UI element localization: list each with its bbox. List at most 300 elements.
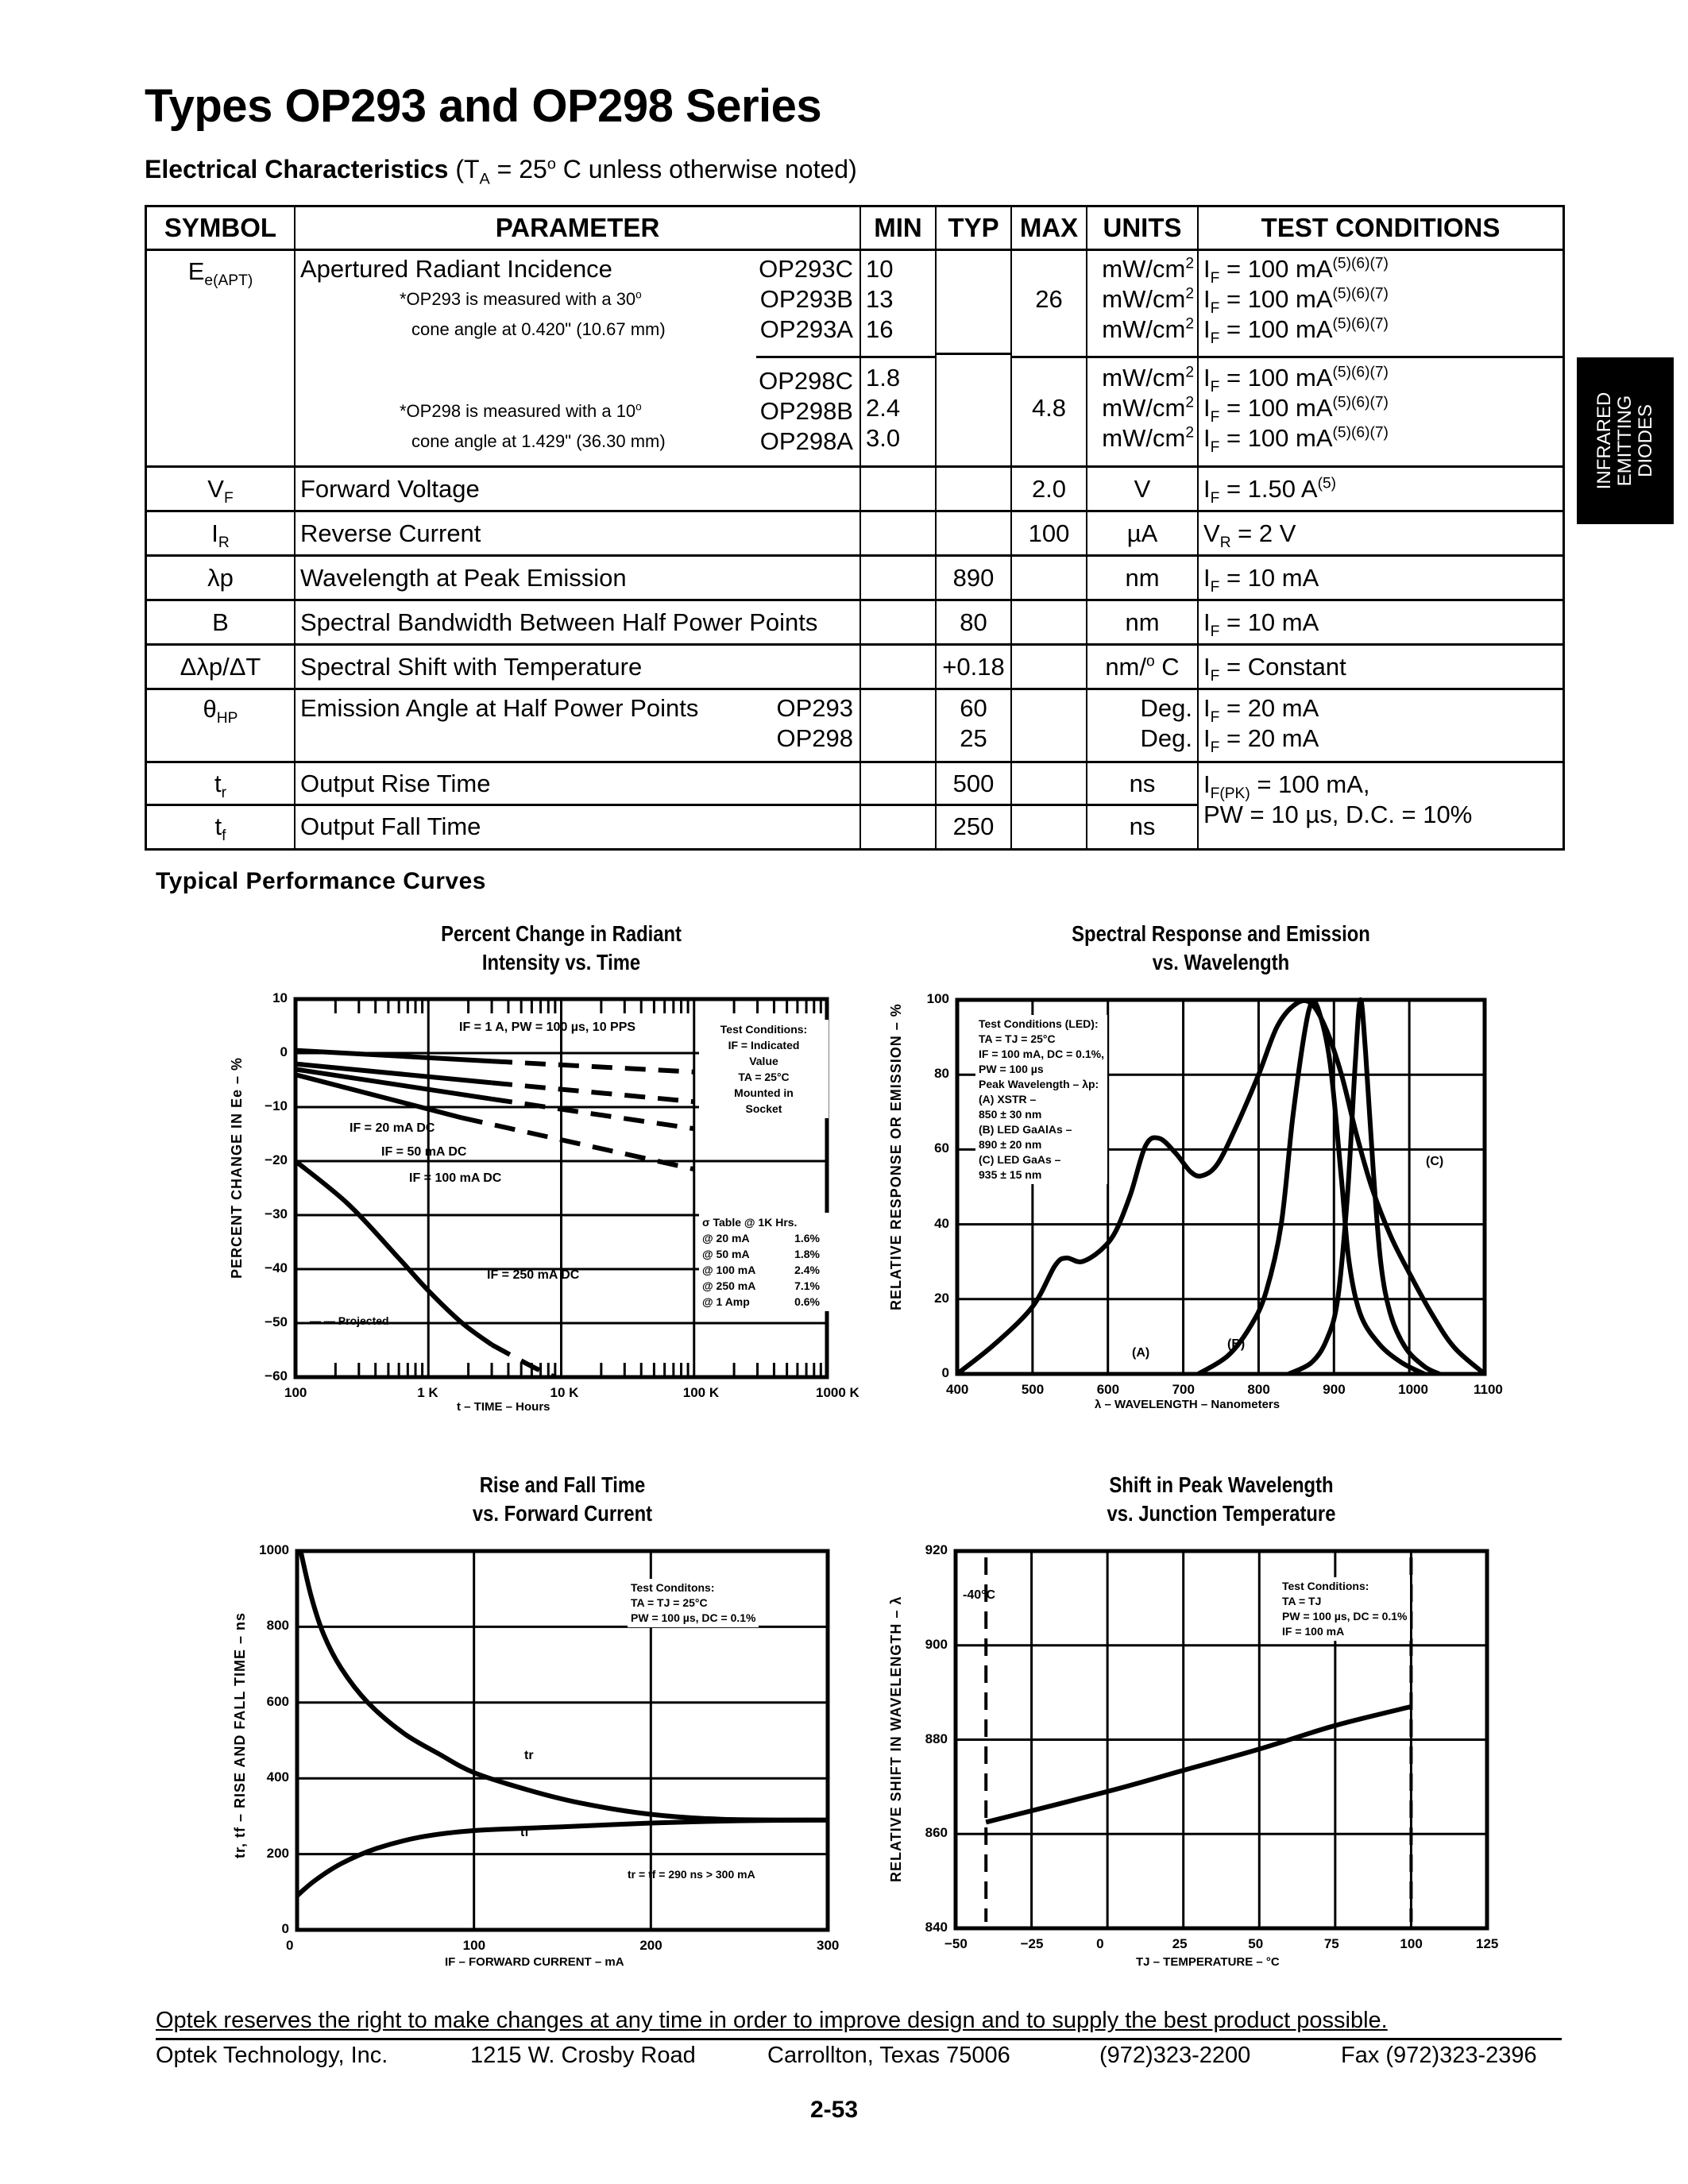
cell-typ: 500 (936, 762, 1011, 805)
cell-parameter: Wavelength at Peak Emission (295, 556, 860, 600)
cell-parameter: Spectral Bandwidth Between Half Power Points (295, 600, 860, 645)
footnote-ref: (5)(6)(7) (1332, 424, 1389, 442)
text-line: Test Conditions (LED): (979, 1017, 1099, 1030)
text-line: PW = 100 µs, DC = 0.1% (1282, 1610, 1408, 1623)
curve-label-tf: tf (520, 1826, 529, 1839)
cond-sub: F (1210, 330, 1220, 348)
y-tick-label: 1000 (259, 1542, 289, 1557)
units-sup: 2 (1185, 364, 1194, 381)
curve-label-a: (A) (1132, 1346, 1150, 1360)
x-tick-label: −50 (944, 1936, 968, 1951)
y-tick-label: −60 (265, 1368, 288, 1383)
table-row-ir (147, 511, 1562, 556)
test-conditions-box (975, 1015, 1107, 1184)
min-value: 2.4 (866, 394, 901, 422)
cell-max (1011, 762, 1087, 805)
x-axis-label: t – TIME – Hours (457, 1400, 550, 1414)
symbol-text: E (187, 257, 205, 285)
typ-group2 (937, 353, 1010, 458)
cell-test-conditions (1198, 250, 1562, 467)
param-row (300, 693, 855, 754)
y-tick-label: −10 (265, 1098, 288, 1113)
x-axis-label: λ – WAVELENGTH – Nanometers (1095, 1398, 1280, 1411)
cell-min (860, 805, 936, 848)
param-text-block (295, 254, 750, 356)
cell-symbol: Δλp/ΔT (147, 645, 295, 689)
max-value (1012, 363, 1086, 393)
cond-text: I (1203, 608, 1211, 636)
sigma-table (699, 1213, 831, 1311)
cell-max: 100 (1011, 511, 1087, 556)
min-group1 (861, 251, 935, 356)
sigma-cell: @ 1 Amp (702, 1295, 750, 1308)
symbol-text: t (214, 769, 222, 797)
sigma-cell: @ 100 mA (702, 1264, 756, 1276)
y-axis-label: PERCENT CHANGE IN Ee – % (229, 1056, 245, 1279)
max-group2 (1012, 356, 1086, 453)
cond-text: I (1203, 694, 1211, 722)
cell-max (1011, 645, 1087, 689)
side-tab-infrared-emitting-diodes (1577, 357, 1674, 524)
text-line: TA = 25°C (738, 1071, 790, 1083)
degree-sup: o (1146, 653, 1155, 670)
cell-min (860, 556, 936, 600)
subtitle-text: C unless otherwise noted) (555, 155, 857, 183)
x-tick-label: 25 (1172, 1936, 1188, 1951)
cell-test-conditions (1198, 556, 1562, 600)
symbol-text: θ (203, 695, 217, 723)
sigma-row (702, 1278, 828, 1294)
sigma-cell: 1.6% (794, 1232, 820, 1244)
sigma-cell: 1.8% (794, 1248, 820, 1260)
cond-text: I (1203, 424, 1211, 452)
degree-sup: o (635, 288, 642, 301)
table-row-rise-time (147, 762, 1562, 805)
cond-text: I (1203, 255, 1211, 283)
marker-label-minus40: -40°C (963, 1588, 996, 1602)
footer-company: Optek Technology, Inc. (156, 2043, 388, 2068)
x-tick-label: 100 K (682, 1385, 720, 1400)
units-text: mW/cm (1102, 285, 1186, 313)
cell-units (1087, 250, 1198, 467)
cell-units: ns (1087, 805, 1198, 848)
chart-rise-fall-title (297, 1471, 828, 1528)
text-line: PW = 100 µs, DC = 0.1% (631, 1611, 756, 1624)
tab-line: INFRARED (1593, 392, 1615, 490)
cond-text: = 100 mA (1219, 255, 1333, 283)
cond-sub: F (1210, 439, 1220, 457)
tab-line: EMITTING (1614, 395, 1636, 487)
col-header-max: MAX (1011, 207, 1087, 250)
min-value: 1.8 (866, 364, 901, 392)
sigma-row (702, 1294, 828, 1310)
cond-value (1203, 363, 1562, 396)
units-sup: 2 (1185, 394, 1194, 411)
y-axis-label: tr, tf – RISE AND FALL TIME – ns (232, 1611, 248, 1858)
symbol-sub: e(APT) (204, 272, 253, 290)
chart-title-line: Intensity vs. Time (481, 950, 641, 974)
cell-test-conditions (1198, 467, 1562, 511)
y-tick-label: 0 (941, 1365, 949, 1380)
typ-value: 60 (960, 694, 987, 722)
note-op293-line2: cone angle at 0.420" (10.67 mm) (411, 319, 666, 339)
cond-text: = 20 mA (1219, 724, 1319, 752)
x-tick-label: 700 (1172, 1382, 1195, 1397)
x-tick-label: 100 (462, 1938, 486, 1953)
cell-typ (936, 511, 1011, 556)
chart-title-line: vs. Junction Temperature (1107, 1501, 1336, 1526)
cond-text: = 10 mA (1219, 608, 1319, 636)
symbol-text: I (211, 519, 218, 547)
annotation-290ns: tr = tf = 290 ns > 300 mA (628, 1868, 755, 1881)
sigma-row (702, 1246, 828, 1262)
x-tick-label: 100 (284, 1385, 307, 1400)
max-value: 26 (1035, 285, 1063, 313)
cell-units: µA (1087, 511, 1198, 556)
series-1 (297, 1820, 828, 1896)
cell-parameter: Output Rise Time (295, 762, 860, 805)
part-list-op298 (750, 363, 859, 461)
cond-sub: F (1210, 489, 1220, 507)
note-op293-line1 (300, 284, 750, 314)
part-label: OP293A (759, 315, 853, 343)
footer-address: 1215 W. Crosby Road (470, 2043, 696, 2068)
cell-parameter: Forward Voltage (295, 467, 860, 511)
table-row-eapt (147, 250, 1562, 467)
cell-typ: +0.18 (936, 645, 1011, 689)
cond-sub: R (1219, 534, 1231, 551)
cond-sub: F (1210, 667, 1220, 685)
symbol-text: V (207, 474, 224, 503)
degree-sup: o (547, 155, 556, 173)
table-row-spectral-shift (147, 645, 1562, 689)
page-number: 2-53 (810, 2097, 859, 2123)
x-tick-label: 500 (1021, 1382, 1045, 1397)
footnote-ref: (5)(6)(7) (1332, 364, 1389, 381)
cond-sub: F (1210, 709, 1220, 727)
cell-test-conditions-rise-fall (1198, 762, 1562, 848)
max-value (1012, 423, 1086, 453)
cell-symbol (147, 689, 295, 762)
cell-typ: 890 (936, 556, 1011, 600)
x-tick-label: 0 (1096, 1936, 1104, 1951)
y-tick-label: −50 (265, 1314, 288, 1329)
y-tick-label: 80 (934, 1066, 949, 1082)
y-tick-label: 920 (925, 1542, 948, 1557)
cond-sub: F (1210, 623, 1220, 640)
x-tick-label: 1000 (1398, 1382, 1428, 1397)
cell-min (860, 250, 936, 467)
test-conditions-box (628, 1579, 759, 1627)
x-tick-label: 400 (946, 1382, 969, 1397)
note-text: *OP298 is measured with a 10 (400, 401, 636, 421)
x-tick-label: 100 (1400, 1936, 1423, 1951)
section-typical-performance-curves: Typical Performance Curves (156, 868, 486, 894)
x-tick-label: 0 (286, 1938, 294, 1953)
param-group-op298 (295, 363, 859, 461)
col-header-typ: TYP (936, 207, 1011, 250)
chart-title-line: Shift in Peak Wavelength (1109, 1472, 1334, 1497)
cond-text: I (1203, 724, 1211, 752)
units-group2 (1087, 356, 1197, 453)
units-value (1087, 423, 1194, 453)
chart-title-line: Rise and Fall Time (479, 1472, 646, 1497)
disclaimer: Optek reserves the right to make changes at any time in order to improve design and to supply the best product possible. (156, 2008, 1388, 2033)
cell-symbol (147, 511, 295, 556)
chart-title-line: Percent Change in Radiant (441, 921, 682, 946)
y-tick-label: 800 (266, 1618, 289, 1634)
symbol-sub: F (223, 489, 234, 507)
cond-text: I (1203, 563, 1211, 592)
y-tick-label: 840 (925, 1920, 948, 1935)
text-line: TA = TJ (1282, 1595, 1322, 1607)
cond-text: = 100 mA (1219, 315, 1333, 343)
cell-max (1011, 556, 1087, 600)
cond-value: PW = 10 µs, D.C. = 10% (1203, 801, 1473, 828)
text-line: Test Conditions: (720, 1023, 808, 1036)
sigma-title: σ Table @ 1K Hrs. (702, 1216, 798, 1229)
max-group1 (1012, 251, 1086, 356)
part-label: OP298 (776, 724, 853, 752)
units-text: nm/ (1105, 652, 1146, 681)
degree-sup: o (635, 400, 642, 413)
cond-text: = 100 mA, (1250, 770, 1370, 798)
test-conditions-box (1279, 1577, 1410, 1641)
x-axis-label: IF – FORWARD CURRENT – mA (445, 1955, 624, 1969)
chart-radiant-intensity-title (295, 920, 827, 977)
y-tick-label: 400 (266, 1769, 289, 1785)
typ-group1 (937, 251, 1010, 353)
param-name: Emission Angle at Half Power Points (300, 694, 699, 722)
cond-text: I (1203, 364, 1211, 392)
cell-parameter: Output Fall Time (295, 805, 860, 848)
param-text-block (295, 363, 750, 461)
x-tick-label: 125 (1476, 1936, 1499, 1951)
text-line: Test Conditions: (1282, 1580, 1369, 1592)
cell-max (1011, 250, 1087, 467)
cond-text: = 100 mA (1219, 424, 1333, 452)
cond-text: = 10 mA (1219, 563, 1319, 592)
cell-max (1011, 689, 1087, 762)
param-name: Apertured Radiant Incidence (300, 255, 612, 283)
cell-typ: 250 (936, 805, 1011, 848)
note-op298-line2: cone angle at 1.429" (36.30 mm) (411, 431, 666, 451)
cond-text: I (1203, 474, 1211, 503)
units-value (1087, 314, 1194, 345)
text-line: IF = 100 mA (1282, 1625, 1345, 1638)
col-header-units: UNITS (1087, 207, 1198, 250)
table-row-bandwidth (147, 600, 1562, 645)
footer-city: Carrollton, Texas 75006 (767, 2043, 1010, 2068)
cond-value (1203, 423, 1562, 457)
text-line: Test Conditons: (631, 1581, 715, 1594)
series-label-100ma: IF = 100 mA DC (409, 1171, 502, 1185)
max-value (1012, 254, 1086, 284)
x-tick-label: 50 (1248, 1936, 1264, 1951)
units-value (1087, 254, 1194, 284)
cell-parameter: Reverse Current (295, 511, 860, 556)
series-label-50ma: IF = 50 mA DC (381, 1145, 467, 1159)
cell-min (860, 467, 936, 511)
cell-typ (936, 689, 1011, 762)
text-line: Value (749, 1055, 778, 1067)
subtitle-sub: A (479, 170, 490, 188)
x-tick-label: 1000 K (816, 1385, 859, 1400)
series-label-250ma: IF = 250 mA DC (487, 1268, 580, 1282)
units-text: mW/cm (1102, 424, 1186, 452)
max-value: 4.8 (1031, 394, 1067, 422)
part-label: OP298A (759, 427, 853, 455)
x-tick-label: 75 (1323, 1936, 1339, 1951)
cell-units: V (1087, 467, 1198, 511)
sigma-row (702, 1230, 828, 1246)
cell-typ (936, 250, 1011, 467)
x-tick-label: 600 (1096, 1382, 1120, 1397)
cell-symbol (147, 467, 295, 511)
table-row-vf (147, 467, 1562, 511)
y-tick-label: 200 (266, 1845, 289, 1861)
y-axis-label: RELATIVE SHIFT IN WAVELENGTH – λ (888, 1596, 904, 1882)
text-line: PW = 100 µs (979, 1063, 1044, 1075)
units-group1 (1087, 251, 1197, 356)
subtitle-bold: Electrical Characteristics (145, 155, 449, 183)
cell-min (860, 511, 936, 556)
x-tick-label: 200 (639, 1938, 662, 1953)
cell-units: nm (1087, 600, 1198, 645)
cell-test-conditions (1198, 689, 1562, 762)
footnote-ref: (5) (1317, 475, 1337, 492)
chart-spectral-title (957, 920, 1485, 977)
text-line: Peak Wavelength – λp: (979, 1078, 1099, 1090)
units-sup: 2 (1185, 255, 1194, 272)
sigma-cell: 7.1% (794, 1279, 820, 1292)
cond-text: I (1203, 285, 1211, 313)
footnote-ref: (5)(6)(7) (1332, 394, 1389, 411)
part-list-op293 (750, 254, 859, 356)
x-tick-label: −25 (1020, 1936, 1044, 1951)
table-row-peak-wavelength (147, 556, 1562, 600)
electrical-characteristics-table (145, 205, 1565, 851)
y-tick-label: 40 (934, 1215, 949, 1231)
cell-symbol (147, 762, 295, 805)
cell-units: ns (1087, 762, 1198, 805)
text-line: (C) LED GaAs – (979, 1153, 1061, 1166)
col-header-symbol: SYMBOL (147, 207, 295, 250)
cond-text: I (1203, 394, 1211, 422)
param-group-op293 (295, 251, 859, 356)
legend-projected: — — Projected (310, 1314, 389, 1327)
y-tick-label: 0 (281, 1921, 289, 1936)
footer-rule (156, 2038, 1562, 2040)
cell-symbol: B (147, 600, 295, 645)
text-line: TA = TJ = 25°C (979, 1032, 1056, 1045)
units-value: Deg. (1140, 724, 1192, 752)
cell-test-conditions (1198, 600, 1562, 645)
text-line: (B) LED GaAlAs – (979, 1123, 1072, 1136)
col-header-parameter: PARAMETER (295, 207, 860, 250)
min-value: 13 (866, 285, 894, 313)
cond-value (1203, 314, 1562, 348)
symbol-sub: r (221, 784, 227, 801)
cond-value (1203, 284, 1562, 318)
y-tick-label: 880 (925, 1731, 948, 1746)
tab-line: DIODES (1635, 403, 1656, 478)
part-label: OP298C (759, 367, 853, 395)
cond-text: = 20 mA (1219, 694, 1319, 722)
page-subtitle (145, 155, 857, 188)
symbol-text: t (214, 812, 222, 841)
series-0 (986, 1707, 1411, 1823)
x-tick-label: 800 (1247, 1382, 1270, 1397)
part-label: OP293B (759, 285, 853, 313)
cell-max: 2.0 (1011, 467, 1087, 511)
cond-text: I (1203, 315, 1211, 343)
page-title: Types OP293 and OP298 Series (145, 80, 822, 132)
text-line: IF = 100 mA, DC = 0.1%, (979, 1048, 1104, 1060)
typ-value: 25 (960, 724, 987, 752)
cell-test-conditions (1198, 511, 1562, 556)
y-tick-label: 0 (280, 1044, 288, 1059)
x-tick-label: 1100 (1474, 1382, 1503, 1397)
cond-text: I (1203, 770, 1211, 798)
y-tick-label: 860 (925, 1825, 948, 1841)
part-label: OP293 (776, 694, 853, 722)
chart-shift-title (956, 1471, 1487, 1528)
max-value (1012, 314, 1086, 345)
x-axis-label: TJ – TEMPERATURE – °C (1136, 1955, 1280, 1969)
cell-units: nm (1087, 556, 1198, 600)
footnote-ref: (5)(6)(7) (1332, 255, 1389, 272)
cell-min (860, 600, 936, 645)
footnote-ref: (5)(6)(7) (1332, 315, 1389, 333)
cond-value (1203, 693, 1558, 727)
sigma-row (702, 1262, 828, 1278)
cond-text: = 100 mA (1219, 285, 1333, 313)
cond-value (1203, 723, 1558, 757)
cond-text: = 100 mA (1219, 364, 1333, 392)
y-tick-label: 600 (266, 1693, 289, 1709)
part-label: OP298B (759, 397, 853, 425)
chart-title-line: vs. Wavelength (1152, 950, 1290, 974)
footer-fax: Fax (972)323-2396 (1341, 2043, 1537, 2068)
symbol-sub: R (218, 534, 230, 551)
y-axis-label: RELATIVE RESPONSE OR EMISSION – % (888, 1003, 904, 1310)
x-tick-label: 300 (817, 1938, 840, 1953)
cell-symbol (147, 250, 295, 467)
table-header-row (147, 207, 1562, 250)
y-tick-label: 20 (934, 1290, 949, 1306)
cond-sub: F (1210, 578, 1220, 596)
series-label-1a: IF = 1 A, PW = 100 µs, 10 PPS (459, 1021, 636, 1034)
cell-test-conditions (1198, 645, 1562, 689)
cond-sub: F (1210, 270, 1220, 287)
cond-group2 (1199, 356, 1562, 457)
units-value (1087, 363, 1194, 393)
x-tick-label: 10 K (550, 1385, 579, 1400)
col-header-min: MIN (860, 207, 936, 250)
cond-text: = 100 mA (1219, 394, 1333, 422)
y-tick-label: 60 (934, 1140, 949, 1156)
sigma-cell: 0.6% (794, 1295, 820, 1308)
text-line: 935 ± 15 nm (979, 1168, 1042, 1181)
y-tick-label: 900 (925, 1636, 948, 1652)
cond-value (1203, 393, 1562, 426)
cond-sub: F (1210, 409, 1220, 426)
table-row-emission-angle (147, 689, 1562, 762)
cond-text: V (1203, 519, 1220, 547)
units-text: mW/cm (1102, 394, 1186, 422)
cond-value (1203, 770, 1558, 803)
